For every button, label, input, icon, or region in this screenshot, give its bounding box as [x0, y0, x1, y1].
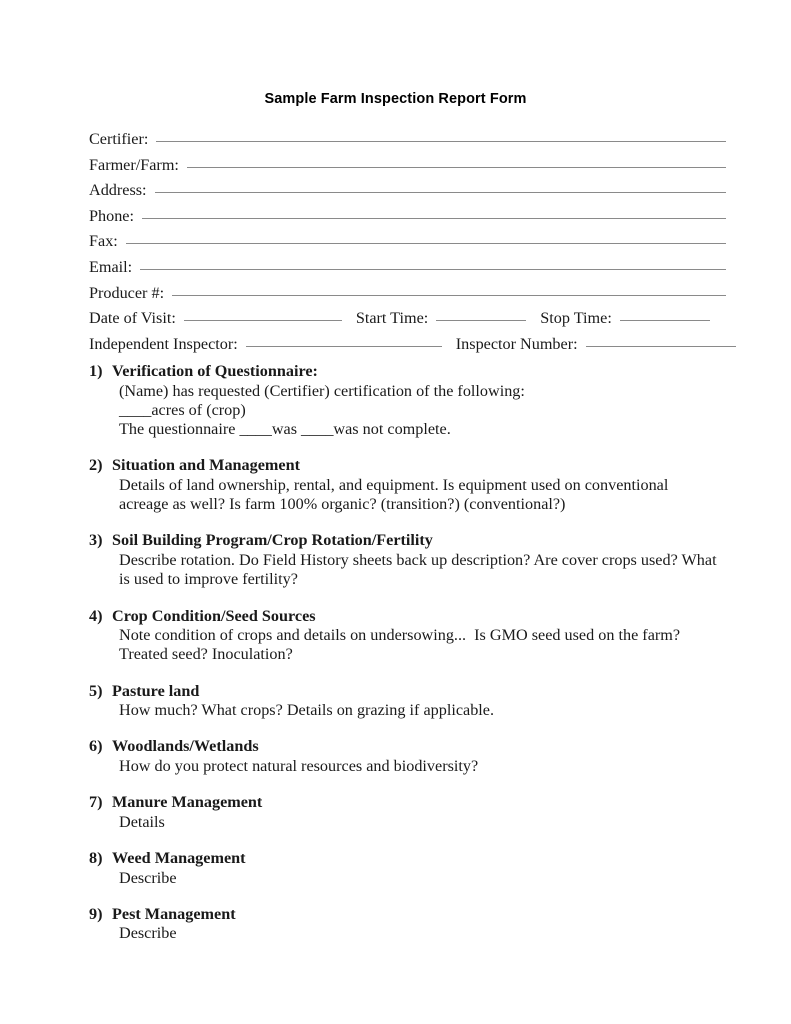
section-heading: [89, 905, 729, 925]
section-1: [89, 362, 729, 439]
section-body-line: Describe: [119, 924, 177, 943]
field-label-start-time: Start Time:: [355, 309, 429, 328]
form-fields-block: [89, 131, 726, 361]
date-of-visit-input[interactable]: [184, 320, 342, 321]
numbered-sections: [89, 362, 729, 961]
form-row-address: [89, 182, 726, 208]
section-heading: [89, 531, 729, 551]
section-title: Weed Management: [112, 849, 246, 868]
section-title: Woodlands/Wetlands: [112, 737, 259, 756]
farmer-farm-input[interactable]: [187, 167, 726, 168]
section-number: 3): [89, 531, 103, 550]
field-label-date-of-visit: Date of Visit:: [89, 309, 176, 328]
section-body-line: ____acres of (crop): [119, 400, 246, 419]
start-time-input[interactable]: [436, 320, 526, 321]
section-body: [119, 813, 719, 832]
page-title: Sample Farm Inspection Report Form: [264, 91, 527, 107]
section-body-line: How much? What crops? Details on grazing if applicable.: [119, 701, 495, 720]
section-heading: [89, 456, 729, 476]
section-number: 2): [89, 456, 103, 475]
section-number: 8): [89, 849, 103, 868]
section-body: [119, 701, 719, 720]
section-heading: [89, 737, 729, 757]
section-8: [89, 849, 729, 888]
section-body-line: (Name) has requested (Certifier) certification of the following:: [119, 381, 525, 400]
fax-input[interactable]: [126, 243, 726, 244]
field-label-stop-time: Stop Time:: [540, 309, 612, 328]
section-number: 5): [89, 681, 103, 700]
field-label-email: Email:: [89, 257, 133, 276]
section-body: [119, 869, 719, 888]
section-body-line: Note condition of crops and details on undersowing... Is GMO seed used on the farm? Treated seed? Inoculation?: [119, 626, 684, 664]
section-title: Pest Management: [112, 904, 236, 923]
field-label-independent-inspector: Independent Inspector:: [89, 334, 238, 353]
section-number: 6): [89, 737, 103, 756]
certifier-input[interactable]: [156, 141, 726, 142]
form-row-visit: [89, 310, 726, 336]
section-body-line: Details of land ownership, rental, and equipment. Is equipment used on conventional acreage as well? Is farm 100% organic? (transition?) (conventional?): [119, 475, 673, 514]
section-number: 4): [89, 606, 103, 625]
form-row-inspector: [89, 336, 726, 362]
section-body-line: Details: [119, 812, 165, 831]
form-row-farmer-farm: [89, 157, 726, 183]
section-body-line: How do you protect natural resources and biodiversity?: [119, 756, 479, 775]
field-label-farmer-farm: Farmer/Farm:: [89, 155, 179, 174]
field-label-phone: Phone:: [89, 206, 134, 225]
section-2: [89, 456, 729, 514]
section-heading: [89, 793, 729, 813]
section-number: 7): [89, 793, 103, 812]
section-body-line: Describe rotation. Do Field History sheets back up description? Are cover crops used? What is used to improve fertility?: [119, 550, 721, 589]
section-body: [119, 626, 719, 665]
section-6: [89, 737, 729, 776]
email-input[interactable]: [140, 269, 726, 270]
section-body: [119, 757, 719, 776]
section-number: 1): [89, 362, 103, 380]
form-row-producer-number: [89, 285, 726, 311]
field-label-fax: Fax:: [89, 232, 118, 251]
section-7: [89, 793, 729, 832]
form-row-email: [89, 259, 726, 285]
section-4: [89, 607, 729, 665]
inspector-number-input[interactable]: [586, 346, 736, 347]
section-3: [89, 531, 729, 589]
form-row-fax: [89, 233, 726, 259]
section-number: 9): [89, 904, 103, 923]
section-heading: [89, 682, 729, 702]
section-title: Pasture land: [112, 681, 200, 700]
section-9: [89, 905, 729, 944]
section-title: Crop Condition/Seed Sources: [112, 606, 316, 625]
section-body: [119, 476, 719, 515]
section-heading: [89, 849, 729, 869]
form-row-phone: [89, 208, 726, 234]
section-body: [119, 382, 719, 440]
stop-time-input[interactable]: [620, 320, 710, 321]
section-body: [119, 551, 719, 590]
field-label-certifier: Certifier:: [89, 130, 149, 148]
address-input[interactable]: [155, 192, 726, 193]
section-title: Soil Building Program/Crop Rotation/Fertility: [112, 531, 433, 550]
section-body-line: Describe: [119, 868, 177, 887]
section-title: Verification of Questionnaire:: [112, 362, 318, 380]
field-label-producer-number: Producer #:: [89, 283, 165, 302]
section-title: Situation and Management: [112, 456, 300, 475]
section-heading: [89, 362, 729, 382]
independent-inspector-input[interactable]: [246, 346, 442, 347]
form-row-certifier: [89, 131, 726, 157]
producer-number-input[interactable]: [172, 295, 726, 296]
field-label-inspector-number: Inspector Number:: [455, 334, 578, 353]
section-heading: [89, 607, 729, 627]
section-5: [89, 682, 729, 721]
field-label-address: Address:: [89, 181, 147, 200]
section-body: [119, 924, 719, 943]
section-body-line: The questionnaire ____was ____was not complete.: [119, 420, 451, 439]
section-title: Manure Management: [112, 793, 263, 812]
phone-input[interactable]: [142, 218, 726, 219]
